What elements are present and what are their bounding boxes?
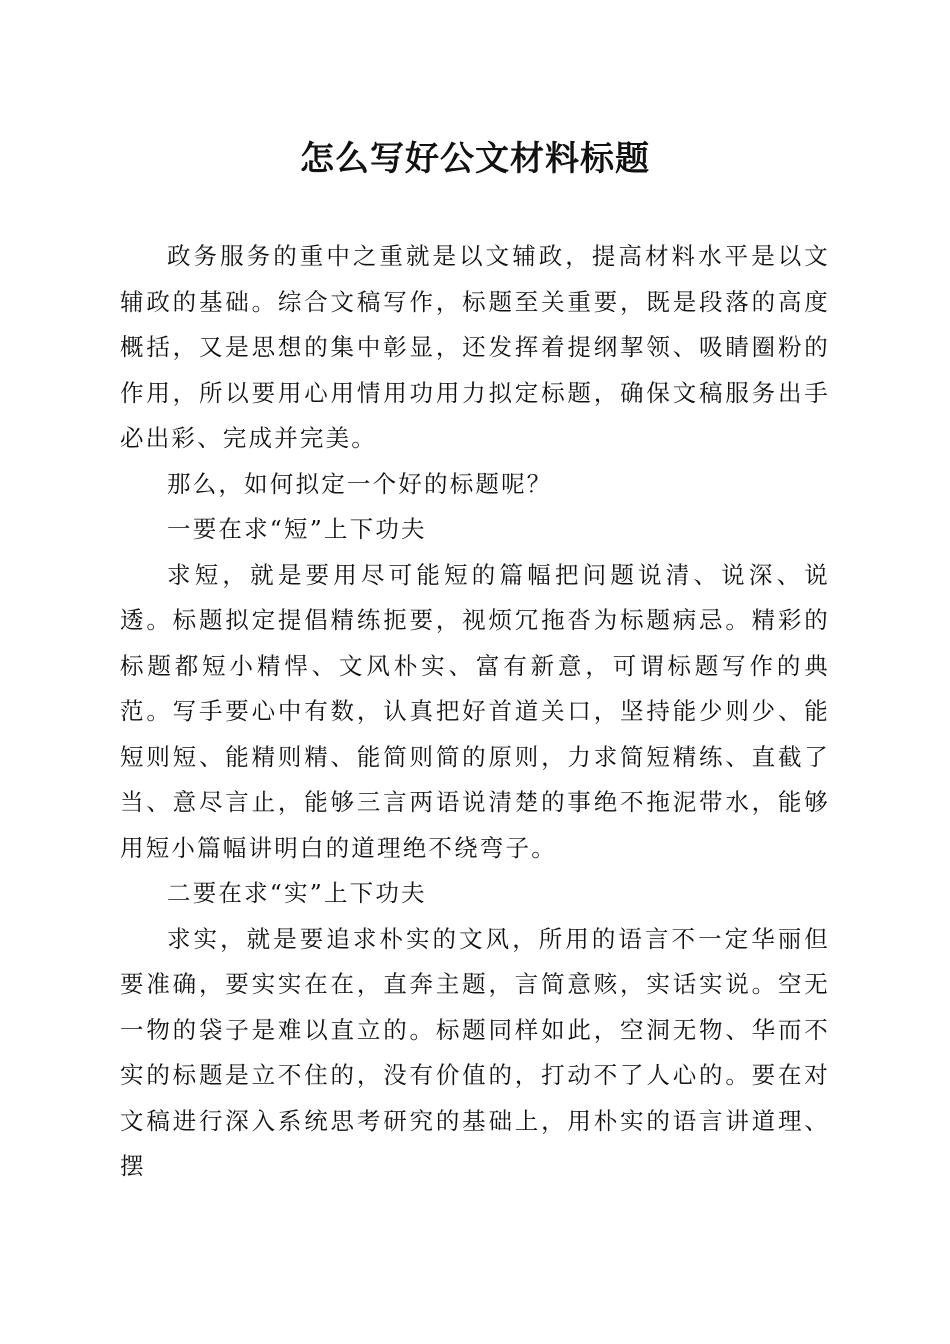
document-body [120, 234, 830, 1190]
paragraph-short: 求短，就是要用尽可能短的篇幅把问题说清、说深、说透。标题拟定提倡精练扼要，视烦冗拖沓为标题病忌。精彩的标题都短小精悍、文风朴实、富有新意，可谓标题写作的典范。写手要心中有数，认真把好首道关口，坚持能少则少、能短则短、能精则精、能简则简的原则，力求简短精练、直截了当、意尽言止，能够三言两语说清楚的事绝不拖泥带水，能够用短小篇幅讲明白的道理绝不绕弯子。 [120, 560, 830, 862]
paragraph-intro: 政务服务的重中之重就是以文辅政，提高材料水平是以文辅政的基础。综合文稿写作，标题至关重要，既是段落的高度概括，又是思想的集中彰显，还发挥着提纲挈领、吸睛圈粉的作用，所以要用心用情用功用力拟定标题，确保文稿服务出手必出彩、完成并完美。 [120, 242, 830, 452]
document-title: 怎么写好公文材料标题 [300, 139, 650, 179]
paragraph-real: 求实，就是要追求朴实的文风，所用的语言不一定华丽但要准确，要实实在在，直奔主题，言简意赅，实话实说。空无一物的袋子是难以直立的。标题同样如此，空洞无物、华而不实的标题是立不住的，没有价值的，打动不了人心的。要在对文稿进行深入系统思考研究的基础上，用朴实的语言讲道理、摆 [120, 924, 830, 1180]
section-heading-short: 一要在求“短”上下功夫 [167, 515, 427, 543]
section-heading-real: 二要在求“实”上下功夫 [167, 879, 427, 907]
paragraph-question: 那么，如何拟定一个好的标题呢？ [167, 469, 553, 498]
